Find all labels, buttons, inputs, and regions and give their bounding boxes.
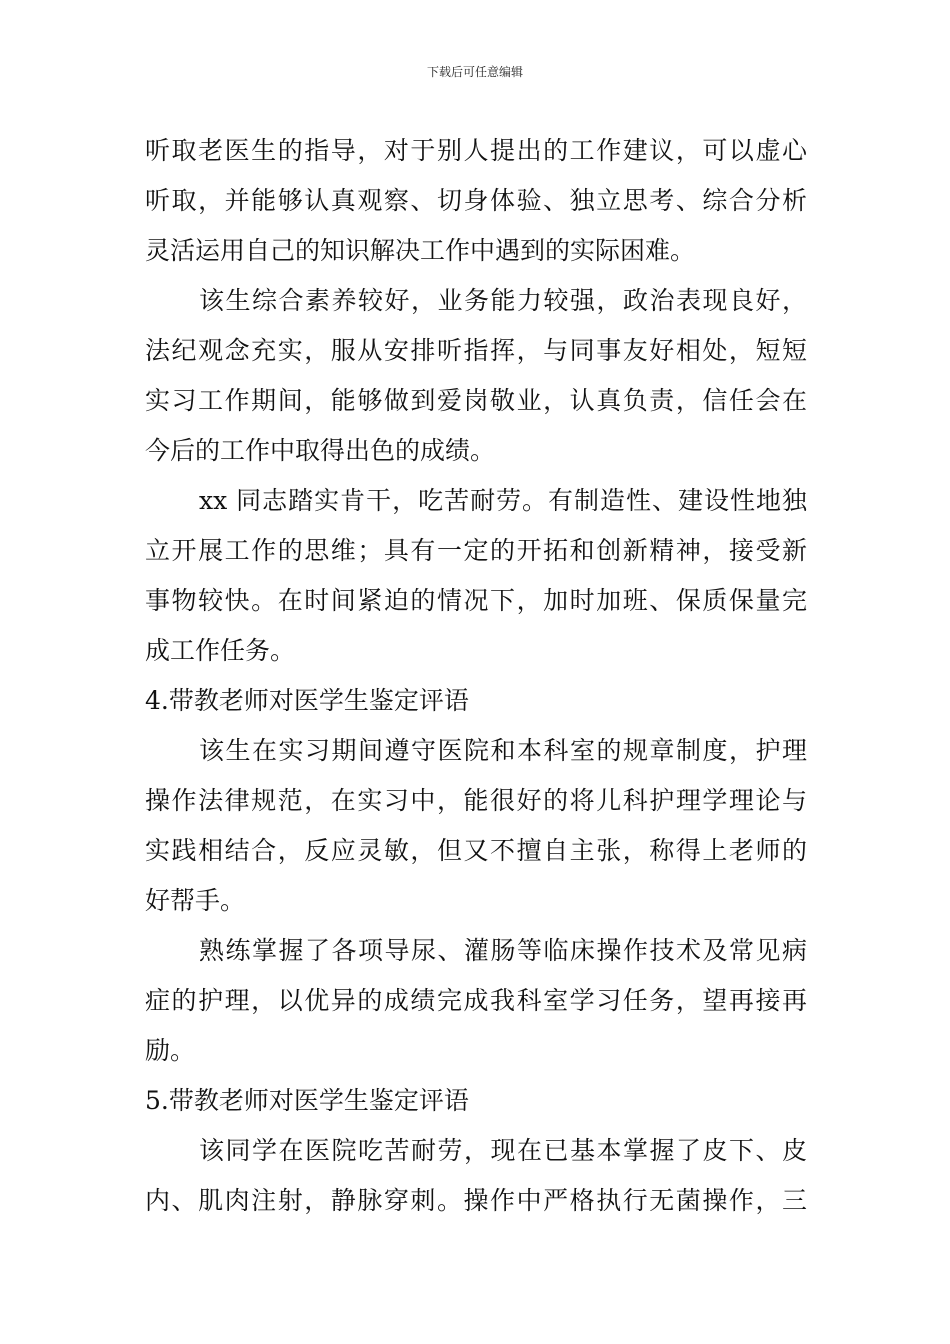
text-line: 听取老医生的指导，对于别人提出的工作建议，可以虚心 (145, 136, 807, 165)
text-line: 法纪观念充实，服从安排听指挥，与同事友好相处，短短 (145, 336, 807, 365)
text-line: 励。 (145, 1036, 196, 1065)
document-body (145, 126, 807, 1226)
page-header: 下载后可任意编辑 (426, 65, 523, 79)
text-line: 成工作任务。 (145, 636, 296, 665)
text-line: 该同学在医院吃苦耐劳，现在已基本掌握了皮下、皮 (199, 1136, 807, 1165)
text-line: 5.带教老师对医学生鉴定评语 (145, 1086, 469, 1115)
text-line: 事物较快。在时间紧迫的情况下，加时加班、保质保量完 (145, 586, 807, 615)
text-line: 该生在实习期间遵守医院和本科室的规章制度，护理 (199, 736, 807, 765)
text-line: 实习工作期间，能够做到爱岗敬业，认真负责，信任会在 (145, 386, 807, 415)
text-line: 操作法律规范，在实习中，能很好的将儿科护理学理论与 (145, 786, 807, 815)
text-line: 听取，并能够认真观察、切身体验、独立思考、综合分析 (145, 186, 807, 215)
text-line: 今后的工作中取得出色的成绩。 (145, 436, 496, 465)
text-line: 该生综合素养较好，业务能力较强，政治表现良好， (199, 286, 807, 315)
text-line: 好帮手。 (145, 886, 246, 915)
text-line: 内、肌肉注射，静脉穿刺。操作中严格执行无菌操作，三 (145, 1186, 807, 1215)
text-line: 熟练掌握了各项导尿、灌肠等临床操作技术及常见病 (199, 936, 807, 965)
text-line: 4.带教老师对医学生鉴定评语 (145, 686, 469, 715)
text-line: xx 同志踏实肯干，吃苦耐劳。有制造性、建设性地独 (199, 486, 807, 515)
text-line: 灵活运用自己的知识解决工作中遇到的实际困难。 (145, 236, 696, 265)
text-line: 实践相结合，反应灵敏，但又不擅自主张，称得上老师的 (145, 836, 807, 865)
text-line: 立开展工作的思维；具有一定的开拓和创新精神，接受新 (145, 536, 807, 565)
text-line: 症的护理，以优异的成绩完成我科室学习任务，望再接再 (145, 986, 807, 1015)
